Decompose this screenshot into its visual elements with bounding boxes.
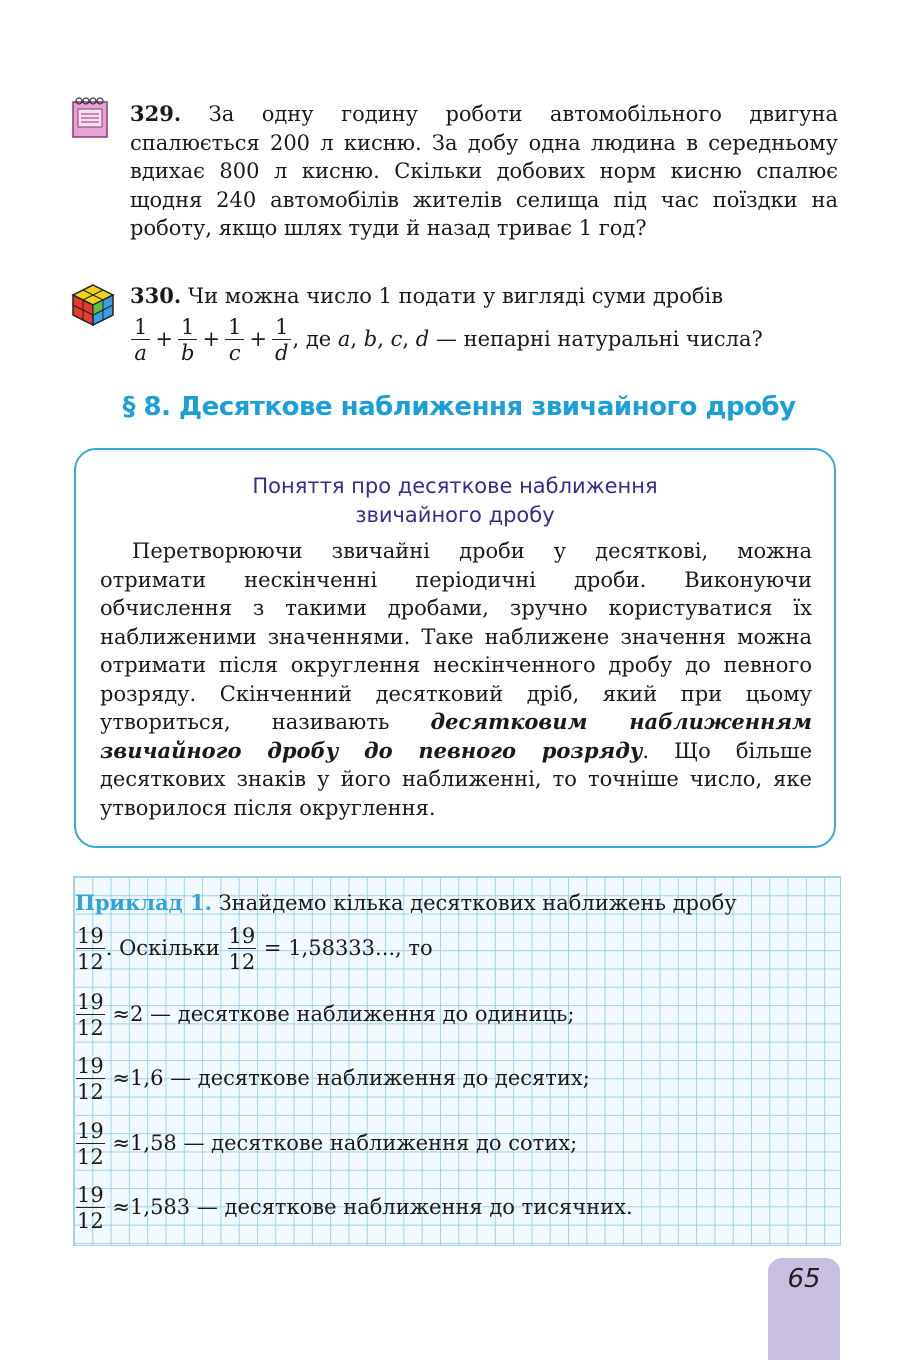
section-title: § 8. Десяткове наближення звичайного дробу xyxy=(122,392,796,422)
definition-box xyxy=(74,448,836,848)
page-tab xyxy=(768,1258,840,1360)
cube-icon xyxy=(70,282,116,328)
fraction: $\frac{1}{c}$ xyxy=(225,315,244,366)
fraction: $\frac{19}{12}$ xyxy=(77,924,104,974)
problem-text: За одну годину роботи автомобільного двигуна спалюється 200 л кисню. За добу одна людина в середньому вдихає 800 л кисню. Скільки добових норм кисню спалює щодня 240 автомобілів жителів селища під час поїздки на роботу, якщо шлях туди й назад триває 1 год? xyxy=(130,102,838,240)
example-label: Приклад 1. xyxy=(75,890,212,915)
problem-330 xyxy=(130,282,838,366)
box-title: Поняття про десяткове наближення звичайного дробу xyxy=(252,474,658,527)
approx-row: $\frac{19}{12}$ ≈1,6 — десяткове наближення до десятих; xyxy=(77,1054,590,1104)
example-intro: Приклад 1. Знайдемо кілька десяткових наближень дробу xyxy=(75,890,737,915)
page-number: 65 xyxy=(787,1264,821,1294)
problem-text: Чи можна число 1 подати у вигляді суми дробів xyxy=(187,284,724,308)
problem-number: 329. xyxy=(130,101,182,126)
approx-row: $\frac{19}{12}$ ≈1,58 — десяткове наближення до сотих; xyxy=(77,1119,578,1169)
fraction-sum: $\frac{1}{a}$ + $\frac{1}{b}$ + $\frac{1}{c}$ + $\frac{1}{d}$ , де a, b, c, d — непарні натуральні числа? xyxy=(130,315,838,366)
fraction: $\frac{1}{b}$ xyxy=(178,315,197,366)
key-term: десятковим наближенням звичайного дробу до певного розряду xyxy=(100,709,812,763)
example-since-line: $\frac{19}{12}$ . Оскільки $\frac{19}{12}$ = 1,58333..., то xyxy=(77,924,433,974)
fraction: $\frac{1}{d}$ xyxy=(272,315,291,366)
fraction: $\frac{1}{a}$ xyxy=(131,315,150,366)
problem-329 xyxy=(130,100,838,243)
approx-row: $\frac{19}{12}$ ≈2 — десяткове наближення до одиниць; xyxy=(77,990,575,1040)
approx-row: $\frac{19}{12}$ ≈1,583 — десяткове наближення до тисячних. xyxy=(77,1183,633,1233)
notebook-icon xyxy=(72,96,108,138)
problem-number: 330. xyxy=(130,283,182,308)
box-text: Перетворюючи звичайні дроби у десяткові, можна отримати нескінченні періодичні дроби. Виконуючи обчислення з такими дробами, зручно користуватися їх наближеними значеннями. Таке наближене значення можна отримати після округлення нескінченного дробу до певного розряду. Скінченний десятковий дріб, який при цьому утвориться, називають десятковим наближенням звичайного дробу до певного розряду. Що більше десяткових знаків у його наближенні, то точніше число, яке утворилося після округлення. xyxy=(100,539,812,820)
fraction: $\frac{19}{12}$ xyxy=(228,924,256,974)
